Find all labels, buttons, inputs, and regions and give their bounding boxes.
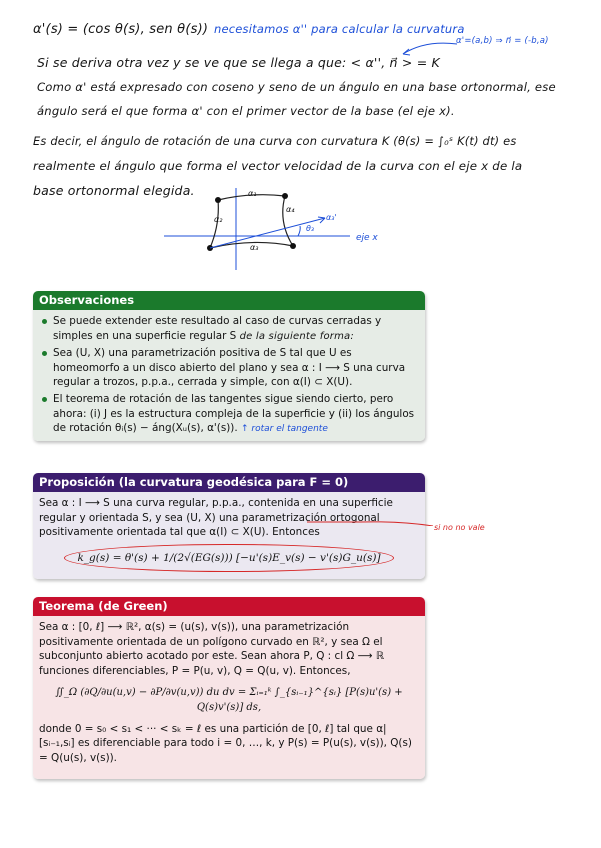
hw-line2: Si se deriva otra vez y se ve que se llega a que: < α'', n⃗ > = K: [37, 55, 440, 70]
red-underline: [305, 518, 435, 526]
proposicion-text: Sea α : I ⟶ S una curva regular, p.p.a., contenida en una superficie regular y orientada S, y sea (U, X) una parametrización ortogonal positivamente orientada tal que α(I) ⊂ X(U). Entonces: [39, 497, 393, 539]
teorema-title: Teorema (de Green): [33, 597, 425, 616]
teorema-paragraph-2: donde 0 = s₀ < s₁ < ··· < sₖ = ℓ es una partición de [0, ℓ] tal que α|[sᵢ₋₁,sᵢ] es diferenciable para todo i = 0, …, k, y P(s) = P(u(s), v(s)), Q(s) = Q(u(s), v(s)).: [39, 722, 412, 764]
teorema-formula: ∬_Ω (∂Q/∂u(u,v) − ∂P/∂v(u,v)) du dv = Σᵢ₌₁ᵏ ∫_{sᵢ₋₁}^{sᵢ} [P(s)u'(s) + Q(s)v'(s)] ds,: [55, 687, 403, 713]
hw-line4: ángulo será el que forma α' con el primer vector de la base (el eje x).: [37, 104, 455, 118]
proposicion-title: Proposición (la curvatura geodésica para F = 0): [33, 473, 425, 492]
observaciones-item-2: Sea (U, X) una parametrización positiva de S tal que U es homeomorfo a un disco abierto del plano y sea α : I ⟶ S una curva regular a trozos, p.p.a., cerrada y simple, con α(I) ⊂ X(U).: [53, 346, 419, 390]
label-alpha4: α₄: [286, 205, 295, 214]
hw-line6: realmente el ángulo que forma el vector velocidad de la curva con el eje x de la: [33, 159, 523, 173]
hw-line1-formula: α'(s) = (cos θ(s), sen θ(s)): [33, 22, 209, 37]
curve-figure: [160, 186, 400, 272]
proposicion-block: [33, 473, 425, 579]
hw-line3: Como α' está expresado con coseno y seno de un ángulo en una base ortonormal, ese: [37, 80, 556, 94]
observaciones-block: [33, 291, 425, 441]
label-alpha3: α₃: [250, 243, 259, 252]
observaciones-item-1: Se puede extender este resultado al caso de curvas cerradas y simples en una superficie regular S de la siguiente forma:: [53, 314, 419, 344]
label-alpha1: α₁: [248, 189, 257, 198]
hw-line5: Es decir, el ángulo de rotación de una curva con curvatura K (θ(s) = ∫₀ˢ K(t) dt) es: [33, 134, 517, 148]
label-eje-x: eje x: [356, 233, 378, 243]
label-theta3: θ₃: [306, 224, 315, 233]
label-alpha3-prime: α₃': [326, 213, 337, 222]
hw-line7: base ortonormal elegida.: [33, 183, 195, 198]
observaciones-item-3: El teorema de rotación de las tangentes sigue siendo cierto, pero ahora: (i) J es la estructura compleja de la superficie y (ii) los ángulos de rotación θᵢ(s) − áng(Xᵤ(s), α'(s)). ↑ rotar el tangente: [53, 392, 419, 437]
proposicion-note: si no no vale: [434, 523, 485, 532]
hw-line1-side: α'=(a,b) ⇒ n⃗ = (-b,a): [456, 36, 549, 46]
label-alpha2: α₂: [214, 215, 223, 224]
observaciones-item-1-handwritten: de la siguiente forma:: [239, 330, 354, 342]
teorema-block: [33, 597, 425, 779]
hw-line1-note: necesitamos α'' para calcular la curvatura: [214, 22, 465, 36]
observaciones-title: Observaciones: [33, 291, 425, 310]
teorema-paragraph-1: Sea α : [0, ℓ] ⟶ ℝ², α(s) = (u(s), v(s)), una parametrización positivamente orientada de un polígono curvado en ℝ², y sea Ω el subconjunto abierto acotado por este. Sean ahora P, Q : cl Ω ⟶ ℝ funciones diferenciables, P = P(u, v), Q = Q(u, v). Entonces,: [39, 621, 385, 677]
observaciones-note: ↑ rotar el tangente: [240, 424, 328, 435]
proposicion-formula: k_g(s) = θ'(s) + 1/(2√(EG(s))) [−u'(s)E_v(s) − v'(s)G_u(s)]: [64, 544, 394, 573]
